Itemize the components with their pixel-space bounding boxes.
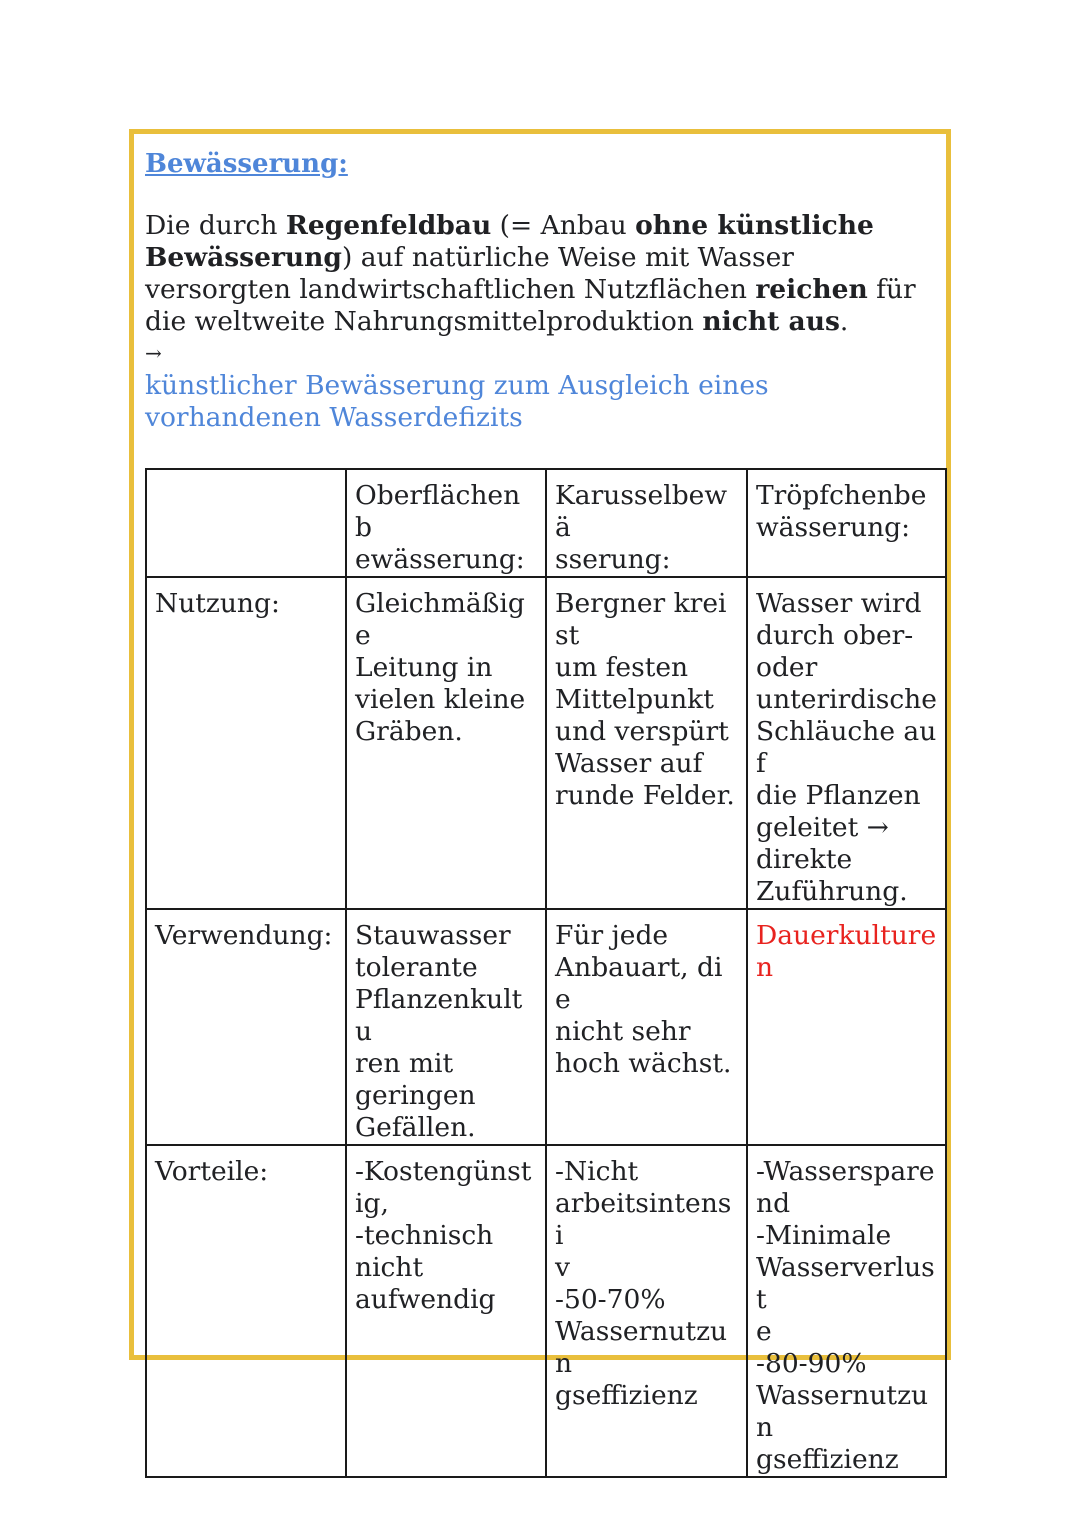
table-cell: Bergner kreist um festen Mittelpunkt und verspürt Wasser auf runde Felder. <box>546 577 747 909</box>
table-header-cell: Tröpfchenbe wässerung: <box>747 469 946 577</box>
table-header-cell <box>146 469 346 577</box>
table-row <box>146 909 946 1145</box>
table-row <box>146 1145 946 1477</box>
table-cell: Gleichmäßige Leitung in vielen kleine Gräben. <box>346 577 546 909</box>
table-header-cell: Karusselbewä sserung: <box>546 469 747 577</box>
row-label: Verwendung: <box>146 909 346 1145</box>
intro-bold-regenfeldbau: Regenfeldbau <box>285 210 492 241</box>
intro-text-1: Die durch <box>145 210 286 241</box>
table-cell: Stauwasser tolerante Pflanzenkultu ren mit geringen Gefällen. <box>346 909 546 1145</box>
table-cell: Wasser wird durch ober- oder unterirdische Schläuche auf die Pflanzen geleitet → direkte Zuführung. <box>747 577 946 909</box>
intro-bold-reichen: reichen <box>755 274 868 305</box>
content-frame <box>129 129 951 1475</box>
intro-paragraph <box>145 210 935 338</box>
table-header-cell: Oberflächenb ewässerung: <box>346 469 546 577</box>
table-cell: -Nicht arbeitsintensi v -50-70% Wassernutzun gseffizienz <box>546 1145 747 1477</box>
intro-bold-ohne-kuenstliche: ohne künstliche Bewässerung <box>145 210 874 273</box>
intro-text-3: ) auf natürliche Weise mit Wasser versorgten landwirtschaftlichen Nutzflächen <box>145 242 794 305</box>
intro-text-4: für die weltweite Nahrungsmittelproduktion <box>145 274 916 337</box>
arrow-icon: → <box>145 341 162 365</box>
table-row <box>146 577 946 909</box>
table-cell-red: Dauerkulture n <box>747 909 946 1145</box>
table-cell: -Wasserspare nd -Minimale Wasserverlust e -80-90% Wassernutzun gseffizienz <box>747 1145 946 1477</box>
intro-bold-nicht-aus: nicht aus <box>702 306 840 337</box>
intro-text-5: . <box>839 306 849 337</box>
irrigation-table <box>145 468 947 1478</box>
table-cell: Für jede Anbauart, die nicht sehr hoch wächst. <box>546 909 747 1145</box>
row-label: Vorteile: <box>146 1145 346 1477</box>
highlight-text: künstlicher Bewässerung zum Ausgleich eines vorhandenen Wasserdefizits <box>145 370 769 433</box>
section-heading: Bewässerung: <box>145 149 348 179</box>
row-label: Nutzung: <box>146 577 346 909</box>
table-header-row <box>146 469 946 577</box>
intro-text-2: (= Anbau <box>491 210 636 241</box>
table-cell: -Kostengünst ig, -technisch nicht aufwendig <box>346 1145 546 1477</box>
